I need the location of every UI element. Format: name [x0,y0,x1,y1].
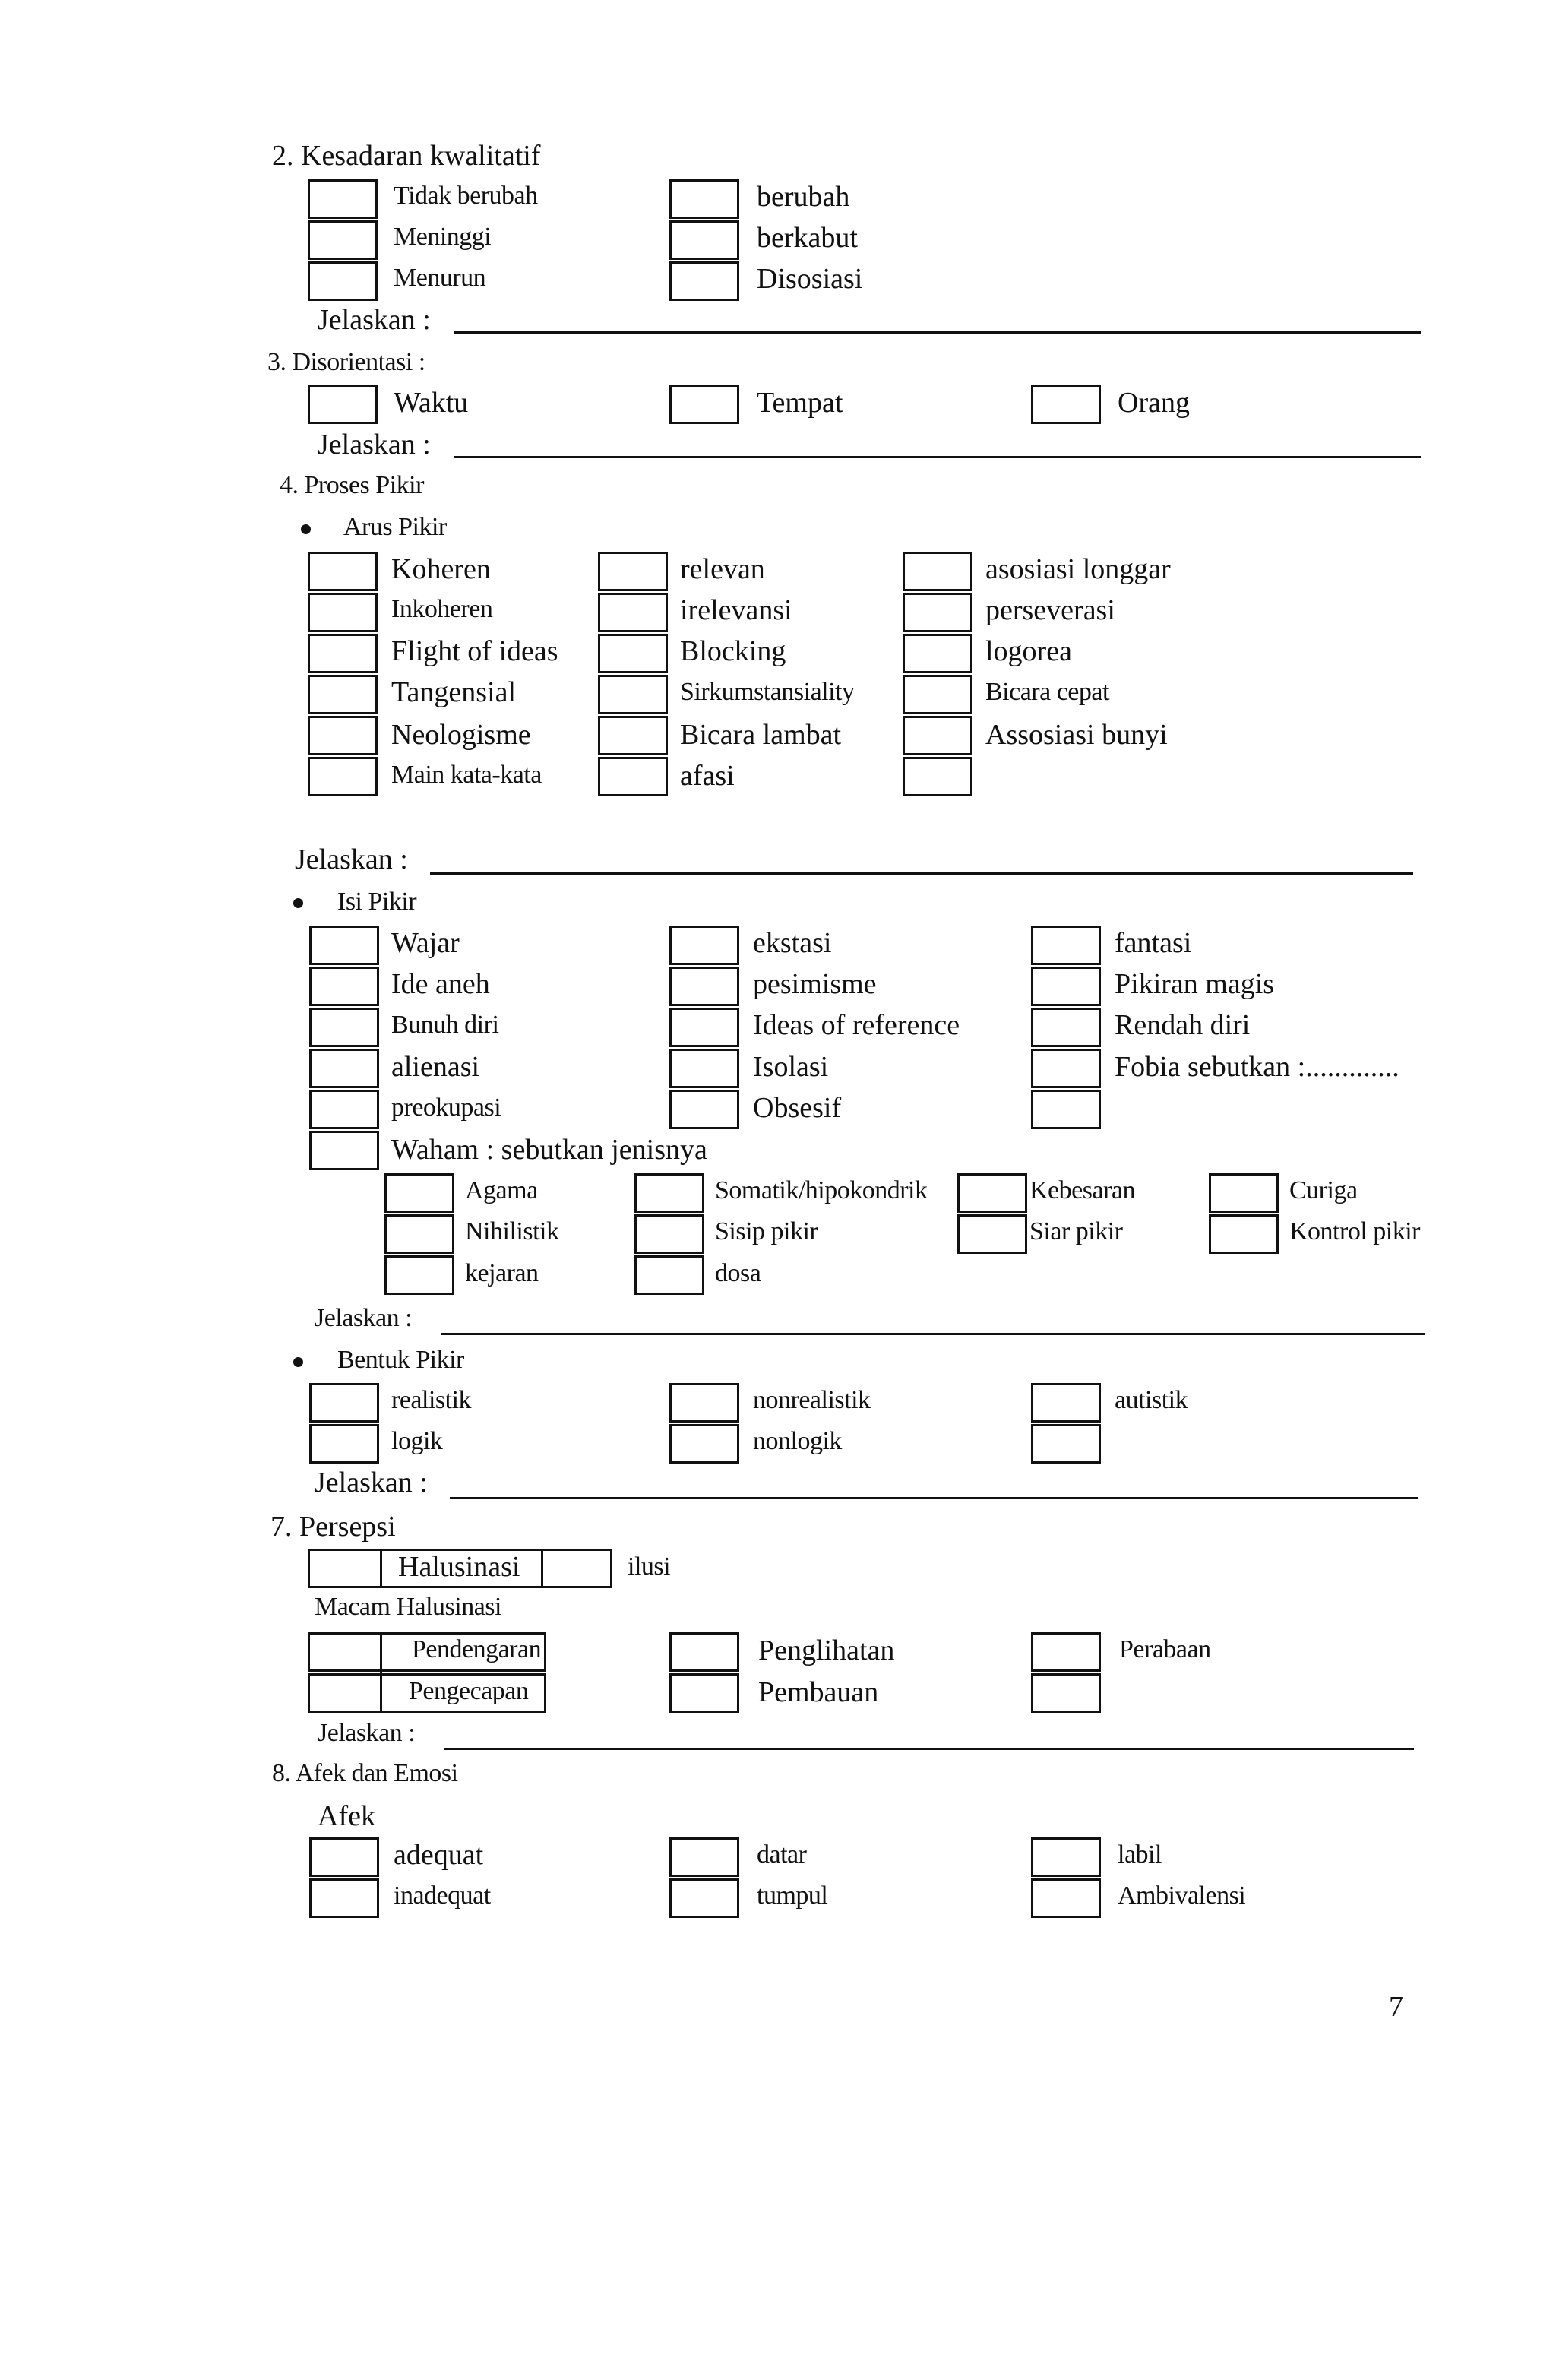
label-nonlogik: nonlogik [753,1427,842,1455]
macam-divider [380,1632,382,1713]
section-4-title: 4. Proses Pikir [280,471,424,499]
jelaskan-line-2[interactable] [454,331,1421,334]
checkbox-orang[interactable] [1031,385,1101,424]
checkbox-neologisme[interactable] [308,716,378,755]
label-waham: Waham : sebutkan jenisnya [391,1134,707,1166]
checkbox-inadequat[interactable] [309,1878,379,1918]
section-7-title: 7. Persepsi [270,1511,396,1543]
label-obsesif: Obsesif [753,1092,842,1124]
checkbox-ekstasi[interactable] [669,926,739,965]
label-realistik: realistik [391,1386,472,1414]
checkbox-irelevansi[interactable] [598,593,668,632]
label-disosiasi: Disosiasi [757,263,863,295]
checkbox-datar[interactable] [669,1837,739,1877]
checkbox-disosiasi[interactable] [669,261,739,301]
label-ambivalensi: Ambivalensi [1118,1882,1246,1910]
checkbox-perabaan[interactable] [1031,1632,1101,1672]
label-bicara-cepat: Bicara cepat [985,678,1109,706]
checkbox-menurun[interactable] [308,261,378,301]
checkbox-nonlogik[interactable] [669,1424,739,1464]
label-preokupasi: preokupasi [391,1093,501,1122]
label-pikiran-magis: Pikiran magis [1115,968,1275,1000]
label-labil: labil [1118,1840,1162,1869]
label-flight-of-ideas: Flight of ideas [391,635,558,667]
jelaskan-label-7: Jelaskan : [318,1719,416,1747]
label-adequat: adequat [394,1839,484,1871]
label-ide-aneh: Ide aneh [391,968,490,1000]
checkbox-pikiran-magis[interactable] [1031,967,1101,1006]
checkbox-pembauan[interactable] [669,1673,739,1713]
label-rendah-diri: Rendah diri [1115,1009,1251,1041]
checkbox-main-kata-kata[interactable] [308,757,378,796]
label-halusinasi: Halusinasi [398,1551,520,1583]
checkbox-fobia[interactable] [1031,1049,1101,1088]
label-tumpul: tumpul [757,1882,828,1910]
label-assosiasi-bunyi: Assosiasi bunyi [985,719,1168,751]
label-orang: Orang [1118,387,1190,419]
page-number: 7 [1389,1991,1403,2023]
label-berkabut: berkabut [757,222,858,254]
label-pendengaran: Pendengaran [412,1635,542,1663]
checkbox-bicara-lambat[interactable] [598,716,668,755]
label-dosa: dosa [715,1259,761,1287]
checkbox-penglihatan[interactable] [669,1632,739,1672]
checkbox-agama[interactable] [384,1173,454,1213]
label-tidak-berubah: Tidak berubah [394,182,538,210]
macam-halusinasi-label: Macam Halusinasi [315,1593,501,1621]
checkbox-ilusi[interactable] [541,1549,612,1588]
label-sirkumstansiality: Sirkumstansiality [680,678,855,706]
label-logorea: logorea [985,635,1072,667]
checkbox-bicara-cepat[interactable] [903,675,972,714]
label-irelevansi: irelevansi [680,594,792,626]
checkbox-labil[interactable] [1031,1837,1101,1877]
checkbox-sisip-pikir[interactable] [634,1214,704,1254]
label-agama: Agama [465,1176,538,1204]
checkbox-berubah[interactable] [669,179,739,219]
label-tangensial: Tangensial [391,676,517,708]
label-kontrol-pikir: Kontrol pikir [1289,1217,1420,1245]
label-logik: logik [391,1427,443,1455]
checkbox-assosiasi-bunyi[interactable] [903,716,972,755]
checkbox-bunuh-diri[interactable] [309,1008,379,1047]
checkbox-kontrol-pikir[interactable] [1209,1214,1279,1254]
label-penglihatan: Penglihatan [758,1635,895,1666]
checkbox-isolasi[interactable] [669,1049,739,1088]
label-alienasi: alienasi [391,1051,480,1083]
label-nonrealistik: nonrealistik [753,1386,871,1414]
checkbox-berkabut[interactable] [669,220,739,260]
section-2-title: 2. Kesadaran kwalitatif [272,140,541,172]
label-perabaan: Perabaan [1119,1635,1211,1663]
label-fantasi: fantasi [1115,927,1192,959]
label-somatik: Somatik/hipokondrik [715,1176,928,1204]
checkbox-logorea[interactable] [903,634,972,673]
bentuk-pikir-heading: Bentuk Pikir [337,1346,464,1374]
isi-pikir-heading: Isi Pikir [337,888,417,916]
label-autistik: autistik [1115,1386,1188,1414]
checkbox-relevan[interactable] [598,552,668,591]
label-berubah: berubah [757,181,850,213]
label-afasi: afasi [680,760,735,792]
label-sisip-pikir: Sisip pikir [715,1217,818,1245]
label-meninggi: Meninggi [394,223,492,251]
label-tempat: Tempat [757,387,843,419]
checkbox-pesimisme[interactable] [669,967,739,1006]
jelaskan-line-arus[interactable] [430,872,1413,875]
label-ilusi: ilusi [628,1552,671,1581]
label-koheren: Koheren [391,553,491,585]
checkbox-blocking[interactable] [598,634,668,673]
jelaskan-line-3[interactable] [454,456,1421,458]
jelaskan-label-bentuk: Jelaskan : [315,1467,428,1499]
checkbox-arus-blank[interactable] [903,757,972,796]
jelaskan-label-2: Jelaskan : [318,304,431,336]
checkbox-kebesaran[interactable] [957,1173,1027,1213]
checkbox-rendah-diri[interactable] [1031,1008,1101,1047]
checkbox-flight-of-ideas[interactable] [308,634,378,673]
checkbox-ide-aneh[interactable] [309,967,379,1006]
checkbox-ambivalensi[interactable] [1031,1878,1101,1918]
checkbox-realistik[interactable] [309,1383,379,1423]
checkbox-nihilistik[interactable] [384,1214,454,1254]
label-main-kata-kata: Main kata-kata [391,761,542,789]
checkbox-dosa[interactable] [634,1255,704,1295]
checkbox-sirkumstansiality[interactable] [598,675,668,714]
checkbox-inkoheren[interactable] [308,593,378,632]
checkbox-tempat[interactable] [669,385,739,424]
label-waktu: Waktu [394,387,469,419]
checkbox-somatik[interactable] [634,1173,704,1213]
label-pengecapan: Pengecapan [409,1677,529,1705]
label-ideas-of-reference: Ideas of reference [753,1009,960,1041]
label-kejaran: kejaran [465,1259,539,1287]
checkbox-adequat[interactable] [309,1837,379,1877]
label-nihilistik: Nihilistik [465,1217,559,1245]
checkbox-persepsi-blank[interactable] [1031,1673,1101,1713]
arus-pikir-heading: Arus Pikir [343,513,447,541]
checkbox-wajar[interactable] [309,926,379,965]
checkbox-meninggi[interactable] [308,220,378,260]
label-wajar: Wajar [391,927,460,959]
label-bicara-lambat: Bicara lambat [680,719,842,751]
checkbox-asosiasi-longgar[interactable] [903,552,972,591]
checkbox-isi-blank[interactable] [1031,1090,1101,1129]
checkbox-waktu[interactable] [308,385,378,424]
checkbox-tangensial[interactable] [308,675,378,714]
checkbox-tidak-berubah[interactable] [308,179,378,219]
checkbox-obsesif[interactable] [669,1090,739,1129]
jelaskan-line-isi[interactable] [441,1333,1425,1335]
checkbox-curiga[interactable] [1209,1173,1279,1213]
label-curiga: Curiga [1289,1176,1358,1204]
label-blocking: Blocking [680,635,786,667]
jelaskan-line-7[interactable] [444,1748,1414,1750]
label-asosiasi-longgar: asosiasi longgar [985,553,1171,585]
bullet-icon [301,524,311,534]
label-relevan: relevan [680,553,765,585]
checkbox-perseverasi[interactable] [903,593,972,632]
checkbox-afasi[interactable] [598,757,668,796]
jelaskan-label-3: Jelaskan : [318,429,431,460]
checkbox-alienasi[interactable] [309,1049,379,1088]
checkbox-preokupasi[interactable] [309,1090,379,1129]
label-pembauan: Pembauan [758,1676,879,1708]
jelaskan-label-isi: Jelaskan : [315,1304,413,1332]
checkbox-koheren[interactable] [308,552,378,591]
halusinasi-divider [380,1549,382,1588]
label-isolasi: Isolasi [753,1051,829,1083]
section-8-title: 8. Afek dan Emosi [272,1759,458,1787]
bullet-icon [293,898,303,908]
checkbox-kejaran[interactable] [384,1255,454,1295]
label-ekstasi: ekstasi [753,927,832,959]
bullet-icon [293,1357,303,1367]
jelaskan-label-arus: Jelaskan : [295,843,408,875]
checkbox-nonrealistik[interactable] [669,1383,739,1423]
checkbox-waham[interactable] [309,1131,379,1170]
checkbox-fantasi[interactable] [1031,926,1101,965]
label-datar: datar [757,1840,807,1869]
checkbox-bentuk-blank[interactable] [1031,1424,1101,1464]
label-siar-pikir: Siar pikir [1029,1217,1123,1245]
jelaskan-line-bentuk[interactable] [450,1497,1418,1499]
label-bunuh-diri: Bunuh diri [391,1011,499,1039]
checkbox-tumpul[interactable] [669,1878,739,1918]
label-menurun: Menurun [394,264,486,292]
label-inkoheren: Inkoheren [391,595,493,623]
label-fobia: Fobia sebutkan :............. [1115,1051,1399,1083]
label-pesimisme: pesimisme [753,968,877,1000]
label-inadequat: inadequat [394,1882,491,1910]
section-3-title: 3. Disorientasi : [267,348,425,376]
checkbox-autistik[interactable] [1031,1383,1101,1423]
label-kebesaran: Kebesaran [1029,1176,1135,1204]
label-perseverasi: perseverasi [985,594,1115,626]
label-neologisme: Neologisme [391,719,531,751]
checkbox-logik[interactable] [309,1424,379,1464]
checkbox-ideas-of-reference[interactable] [669,1008,739,1047]
checkbox-siar-pikir[interactable] [957,1214,1027,1254]
afek-heading: Afek [318,1800,375,1832]
